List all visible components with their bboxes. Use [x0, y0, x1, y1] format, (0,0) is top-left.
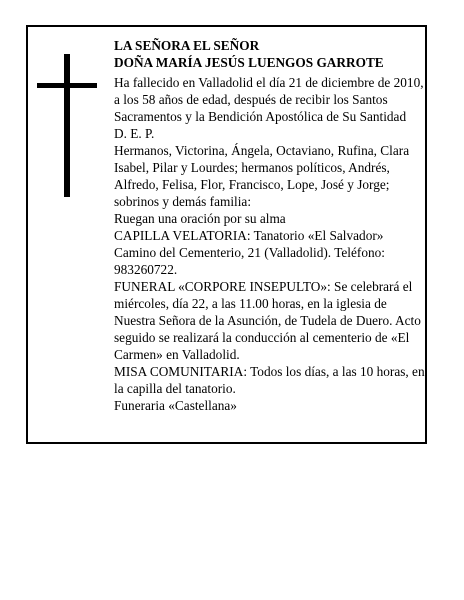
funeral-home-line: Funeraria «Castellana»	[114, 398, 237, 413]
prayer-line: Ruegan una oración por su alma	[114, 211, 286, 226]
family-paragraph: Hermanos, Victorina, Ángela, Octaviano, Rufina, Clara Isabel, Pilar y Lourdes; hermanos políticos, Andrés, Alfredo, Felisa, Flor, Francisco, Lope, José y Jorge; sobrinos y demás familia:	[114, 143, 410, 209]
mass-paragraph: MISA COMUNITARIA: Todos los días, a las 10 horas, en la capilla del tanatorio.	[114, 364, 425, 396]
death-notice-paragraph: Ha fallecido en Valladolid el día 21 de diciembre de 2010, a los 58 años de edad, después de recibir los Santos Sacramentos y la Bendición Apostólica de Su Santidad	[114, 75, 424, 124]
cross-icon	[37, 54, 97, 197]
funeral-paragraph: FUNERAL «CORPORE INSEPULTO»: Se celebrará el miércoles, día 22, a las 11.00 horas, en la iglesia de Nuestra Señora de la Asunción, de Tudela de Duero. Acto seguido se realizará la conducción al cementerio de «El Carmen» en Valladolid.	[114, 279, 421, 362]
deceased-name: DOÑA MARÍA JESÚS LUENGOS GARROTE	[114, 55, 384, 70]
cross-horizontal-bar	[37, 83, 97, 88]
honorific-line: LA SEÑORA EL SEÑOR	[114, 38, 260, 53]
dep-line: D. E. P.	[114, 126, 155, 141]
cross-vertical-bar	[64, 54, 70, 197]
obituary-text	[114, 37, 426, 414]
chapel-paragraph: CAPILLA VELATORIA: Tanatorio «El Salvador» Camino del Cementerio, 21 (Valladolid). Teléfono: 983260722.	[114, 228, 385, 277]
